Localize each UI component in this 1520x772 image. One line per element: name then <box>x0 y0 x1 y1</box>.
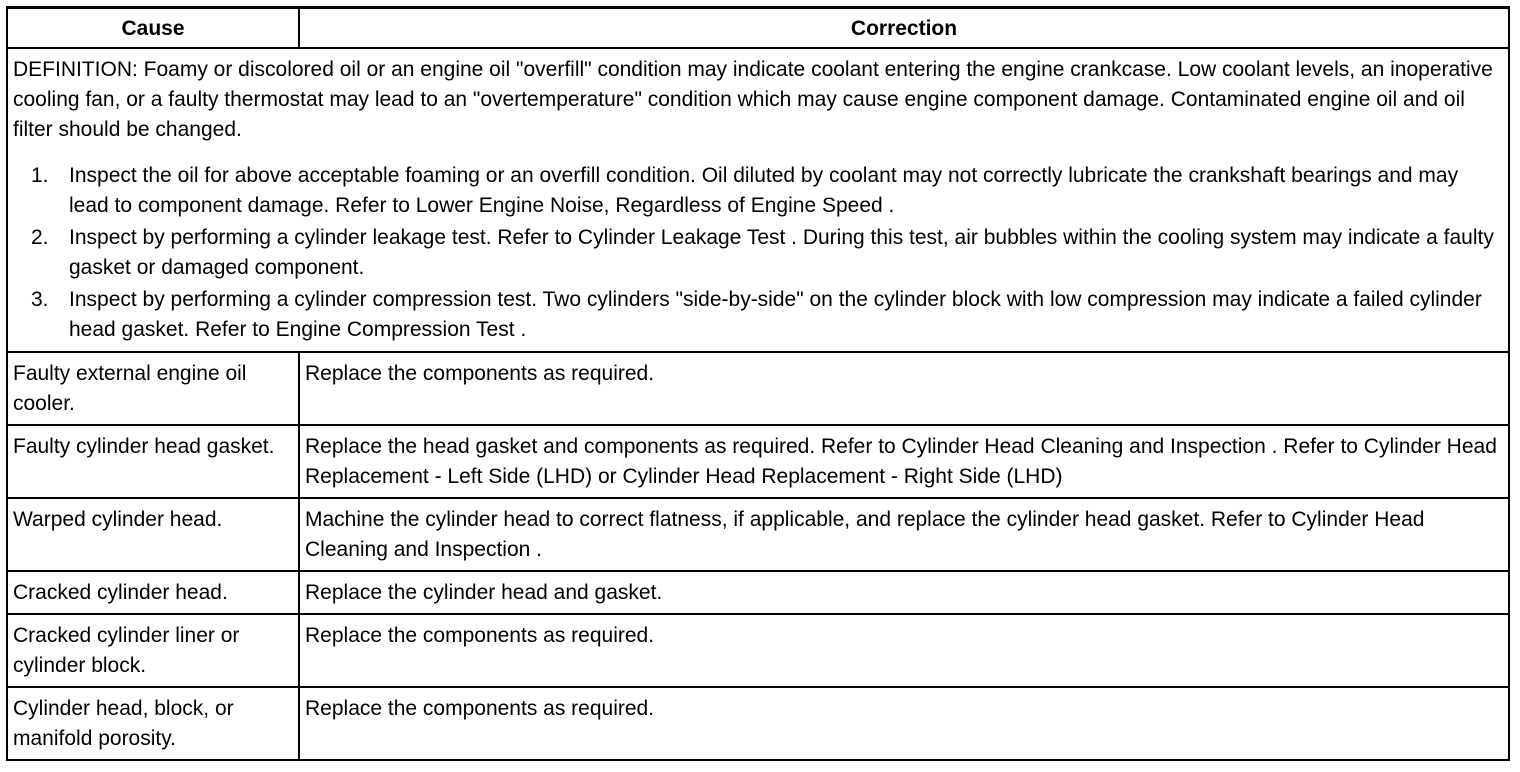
correction-cell: Replace the components as required. <box>299 352 1509 425</box>
step-text: Inspect by performing a cylinder leakage test. Refer to Cylinder Leakage Test . During this test, air bubbles within the cooling system may indicate a faulty gasket or damaged component. <box>69 226 1494 279</box>
step-item <box>13 285 1503 345</box>
step-number: 3. <box>31 288 49 311</box>
table-row <box>7 352 1509 425</box>
cause-cell: Cracked cylinder head. <box>7 571 299 614</box>
step-text: Inspect by performing a cylinder compression test. Two cylinders "side-by-side" on the cylinder block with low compression may indicate a failed cylinder head gasket. Refer to Engine Compression Test . <box>69 288 1482 341</box>
diagnostic-table <box>6 6 1510 761</box>
table-header-row <box>7 8 1509 49</box>
cause-cell: Warped cylinder head. <box>7 498 299 571</box>
table-row <box>7 687 1509 760</box>
correction-cell: Replace the components as required. <box>299 614 1509 687</box>
header-cause: Cause <box>7 8 299 49</box>
cause-cell: Faulty cylinder head gasket. <box>7 425 299 498</box>
step-number: 2. <box>31 226 49 249</box>
cause-cell: Cracked cylinder liner or cylinder block. <box>7 614 299 687</box>
correction-cell: Replace the head gasket and components as required. Refer to Cylinder Head Cleaning and Inspection . Refer to Cylinder Head Replacement - Left Side (LHD) or Cylinder Head Replacement - Right Side (LHD) <box>299 425 1509 498</box>
header-correction: Correction <box>299 8 1509 49</box>
definition-cell <box>7 48 1509 352</box>
step-text: Inspect the oil for above acceptable foaming or an overfill condition. Oil diluted by coolant may not correctly lubricate the crankshaft bearings and may lead to component damage. Refer to Lower Engine Noise, Regardless of Engine Speed . <box>69 164 1459 217</box>
step-number: 1. <box>31 164 49 187</box>
table-row <box>7 571 1509 614</box>
correction-cell: Replace the components as required. <box>299 687 1509 760</box>
definition-row <box>7 48 1509 352</box>
cause-cell: Faulty external engine oil cooler. <box>7 352 299 425</box>
table-row <box>7 425 1509 498</box>
correction-cell: Replace the cylinder head and gasket. <box>299 571 1509 614</box>
inspection-steps <box>13 161 1503 345</box>
correction-cell: Machine the cylinder head to correct flatness, if applicable, and replace the cylinder head gasket. Refer to Cylinder Head Cleaning and Inspection . <box>299 498 1509 571</box>
table-row <box>7 614 1509 687</box>
step-item <box>13 161 1503 221</box>
table-row <box>7 498 1509 571</box>
step-item <box>13 223 1503 283</box>
definition-text: DEFINITION: Foamy or discolored oil or an engine oil "overfill" condition may indicate coolant entering the engine crankcase. Low coolant levels, an inoperative cooling fan, or a faulty thermostat may lead to an "overtemperature" condition which may cause engine component damage. Contaminated engine oil and oil filter should be changed. <box>13 58 1493 141</box>
diagnostic-table-container <box>6 6 1510 761</box>
cause-cell: Cylinder head, block, or manifold porosity. <box>7 687 299 760</box>
